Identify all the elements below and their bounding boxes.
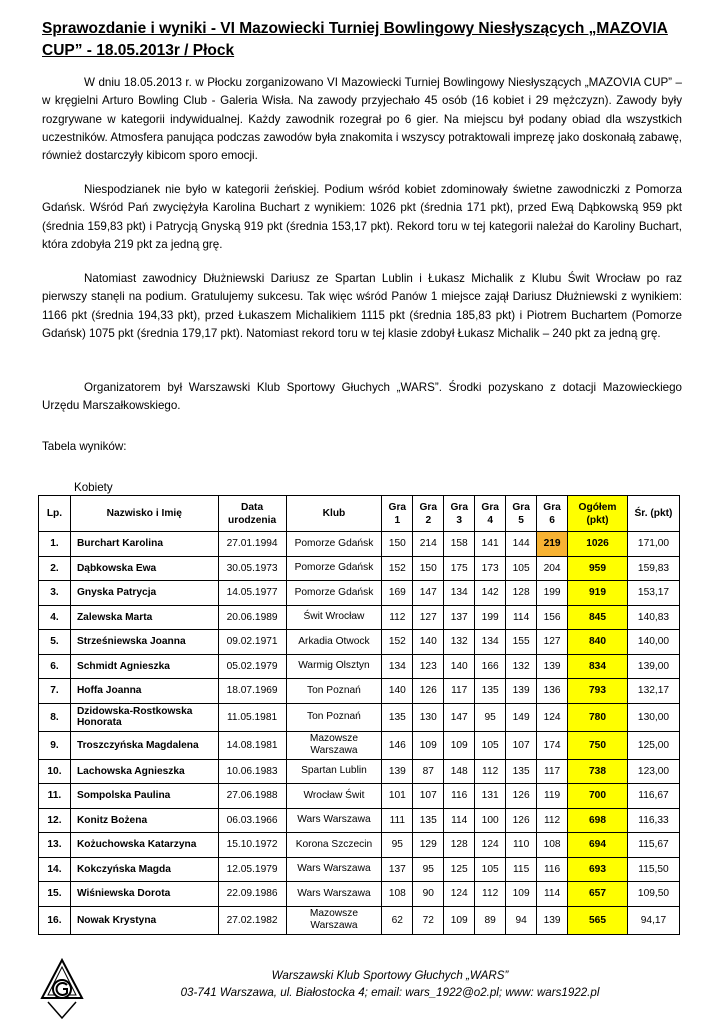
table-row bbox=[39, 581, 680, 606]
game-6-cell: 136 bbox=[537, 679, 568, 704]
game-1-cell: 146 bbox=[382, 731, 413, 759]
game-3-cell: 148 bbox=[444, 759, 475, 784]
game-2-cell: 130 bbox=[413, 703, 444, 731]
birthdate-cell: 09.02.1971 bbox=[218, 630, 286, 655]
paragraph-women: Niespodzianek nie było w kategorii żeńskiej. Podium wśród kobiet zdominowały świetne zawodniczki z Pomorza Gdańsk. Wśród Pań zwyciężyła Karolina Buchart z wynikiem: 1026 pkt (średnia 171 pkt), przed Ewą Dąbkowską 959 pkt (średnia 159,83 pkt) i Patrycją Gnyską 919 pkt (średnia 153,17 pkt). Rekord toru w tej kategorii należał do Karoliny Buchart, która zdobyła 219 pkt za jedną grę. bbox=[42, 183, 682, 251]
game-1-cell: 135 bbox=[382, 703, 413, 731]
birthdate-cell: 06.03.1966 bbox=[218, 808, 286, 833]
game-6-cell: 119 bbox=[537, 784, 568, 809]
total-cell: 834 bbox=[568, 654, 628, 679]
footer-club-name: Warszawski Klub Sportowy Głuchych „WARS” bbox=[271, 969, 509, 982]
birthdate-cell: 18.07.1969 bbox=[218, 679, 286, 704]
rank-cell: 12. bbox=[39, 808, 71, 833]
game-4-cell: 124 bbox=[475, 833, 506, 858]
game-5-cell: 155 bbox=[506, 630, 537, 655]
game-3-cell: 114 bbox=[444, 808, 475, 833]
name-cell: Nowak Krystyna bbox=[70, 906, 218, 934]
table-row bbox=[39, 532, 680, 557]
game-6-cell: 116 bbox=[537, 857, 568, 882]
total-cell: 840 bbox=[568, 630, 628, 655]
name-cell: Lachowska Agnieszka bbox=[70, 759, 218, 784]
birthdate-cell: 10.06.1983 bbox=[218, 759, 286, 784]
name-cell: Sompolska Paulina bbox=[70, 784, 218, 809]
club-cell: Mazowsze Warszawa bbox=[286, 906, 382, 934]
game-6-cell: 139 bbox=[537, 654, 568, 679]
club-logo bbox=[40, 958, 84, 1020]
paragraph-organizer: Organizatorem był Warszawski Klub Sportowy Głuchych „WARS”. Środki pozyskano z dotacji Mazowieckiego Urzędu Marszałkowskiego. bbox=[42, 381, 682, 413]
average-cell: 140,83 bbox=[627, 605, 679, 630]
club-cell: Ton Poznań bbox=[286, 703, 382, 731]
rank-cell: 10. bbox=[39, 759, 71, 784]
game-1-cell: 112 bbox=[382, 605, 413, 630]
header-average: Śr. (pkt) bbox=[627, 496, 679, 532]
rank-cell: 16. bbox=[39, 906, 71, 934]
game-3-cell: 117 bbox=[444, 679, 475, 704]
rank-cell: 9. bbox=[39, 731, 71, 759]
club-cell: Ton Poznań bbox=[286, 679, 382, 704]
birthdate-cell: 12.05.1979 bbox=[218, 857, 286, 882]
game-6-cell: 124 bbox=[537, 703, 568, 731]
table-row bbox=[39, 906, 680, 934]
club-cell: Arkadia Otwock bbox=[286, 630, 382, 655]
game-2-cell: 109 bbox=[413, 731, 444, 759]
birthdate-cell: 27.02.1982 bbox=[218, 906, 286, 934]
birthdate-cell: 27.06.1988 bbox=[218, 784, 286, 809]
total-cell: 780 bbox=[568, 703, 628, 731]
average-cell: 132,17 bbox=[627, 679, 679, 704]
game-4-cell: 112 bbox=[475, 759, 506, 784]
average-cell: 115,67 bbox=[627, 833, 679, 858]
club-cell: Pomorze Gdańsk bbox=[286, 556, 382, 581]
game-5-cell: 94 bbox=[506, 906, 537, 934]
game-4-cell: 95 bbox=[475, 703, 506, 731]
game-6-cell: 174 bbox=[537, 731, 568, 759]
rank-cell: 6. bbox=[39, 654, 71, 679]
name-cell: Konitz Bożena bbox=[70, 808, 218, 833]
game-2-cell: 107 bbox=[413, 784, 444, 809]
total-cell: 919 bbox=[568, 581, 628, 606]
game-4-cell: 105 bbox=[475, 857, 506, 882]
game-1-cell: 150 bbox=[382, 532, 413, 557]
name-cell: Wiśniewska Dorota bbox=[70, 882, 218, 907]
game-3-cell: 158 bbox=[444, 532, 475, 557]
table-row bbox=[39, 679, 680, 704]
average-cell: 109,50 bbox=[627, 882, 679, 907]
birthdate-cell: 05.02.1979 bbox=[218, 654, 286, 679]
game-1-cell: 108 bbox=[382, 882, 413, 907]
game-1-cell: 152 bbox=[382, 630, 413, 655]
header-total: Ogółem (pkt) bbox=[568, 496, 628, 532]
total-cell: 845 bbox=[568, 605, 628, 630]
game-5-cell: 132 bbox=[506, 654, 537, 679]
game-3-cell: 116 bbox=[444, 784, 475, 809]
results-table bbox=[38, 495, 680, 935]
game-4-cell: 112 bbox=[475, 882, 506, 907]
total-cell: 959 bbox=[568, 556, 628, 581]
game-5-cell: 105 bbox=[506, 556, 537, 581]
game-5-cell: 110 bbox=[506, 833, 537, 858]
average-cell: 139,00 bbox=[627, 654, 679, 679]
total-cell: 693 bbox=[568, 857, 628, 882]
game-6-cell: 219 bbox=[537, 532, 568, 557]
game-4-cell: 105 bbox=[475, 731, 506, 759]
game-3-cell: 140 bbox=[444, 654, 475, 679]
game-4-cell: 199 bbox=[475, 605, 506, 630]
rank-cell: 13. bbox=[39, 833, 71, 858]
average-cell: 116,67 bbox=[627, 784, 679, 809]
club-cell: Korona Szczecin bbox=[286, 833, 382, 858]
header-name: Nazwisko i Imię bbox=[70, 496, 218, 532]
club-cell: Spartan Lublin bbox=[286, 759, 382, 784]
total-cell: 657 bbox=[568, 882, 628, 907]
game-3-cell: 128 bbox=[444, 833, 475, 858]
game-5-cell: 109 bbox=[506, 882, 537, 907]
game-5-cell: 114 bbox=[506, 605, 537, 630]
game-4-cell: 142 bbox=[475, 581, 506, 606]
club-cell: Pomorze Gdańsk bbox=[286, 532, 382, 557]
game-5-cell: 128 bbox=[506, 581, 537, 606]
footer bbox=[90, 967, 690, 1001]
table-row bbox=[39, 759, 680, 784]
rank-cell: 5. bbox=[39, 630, 71, 655]
game-3-cell: 134 bbox=[444, 581, 475, 606]
rank-cell: 7. bbox=[39, 679, 71, 704]
game-2-cell: 135 bbox=[413, 808, 444, 833]
total-cell: 793 bbox=[568, 679, 628, 704]
table-row bbox=[39, 833, 680, 858]
paragraph-intro: W dniu 18.05.2013 r. w Płocku zorganizowano VI Mazowiecki Turniej Bowlingowy Niesłyszących „MAZOVIA CUP” – w kręgielni Arturo Bowling Club - Galeria Wisła. Na zawody przyjechało 45 osób (16 kobiet i 29 mężczyzn). Zawody były rozgrywane w kategorii indywidualnej. Każdy zawodnik rozegrał po 6 gier. Na miejscu był podany obiad dla wszystkich uczestników. Atmosfera panująca podczas zawodów była znakomita i wszyscy potraktowali imprezę jako doskonałą zabawę, również dostarczyły kibicom sporo emocji. bbox=[42, 76, 682, 163]
rank-cell: 2. bbox=[39, 556, 71, 581]
header-lp: Lp. bbox=[39, 496, 71, 532]
game-3-cell: 125 bbox=[444, 857, 475, 882]
birthdate-cell: 14.08.1981 bbox=[218, 731, 286, 759]
game-4-cell: 173 bbox=[475, 556, 506, 581]
game-3-cell: 132 bbox=[444, 630, 475, 655]
game-3-cell: 124 bbox=[444, 882, 475, 907]
game-2-cell: 127 bbox=[413, 605, 444, 630]
game-5-cell: 126 bbox=[506, 784, 537, 809]
game-2-cell: 72 bbox=[413, 906, 444, 934]
birthdate-cell: 14.05.1977 bbox=[218, 581, 286, 606]
table-header-row bbox=[39, 496, 680, 532]
game-2-cell: 129 bbox=[413, 833, 444, 858]
game-4-cell: 134 bbox=[475, 630, 506, 655]
game-5-cell: 139 bbox=[506, 679, 537, 704]
rank-cell: 3. bbox=[39, 581, 71, 606]
game-2-cell: 147 bbox=[413, 581, 444, 606]
header-game-4: Gra 4 bbox=[475, 496, 506, 532]
game-2-cell: 95 bbox=[413, 857, 444, 882]
table-row bbox=[39, 556, 680, 581]
game-1-cell: 137 bbox=[382, 857, 413, 882]
game-3-cell: 175 bbox=[444, 556, 475, 581]
game-3-cell: 109 bbox=[444, 906, 475, 934]
name-cell: Dąbkowska Ewa bbox=[70, 556, 218, 581]
total-cell: 1026 bbox=[568, 532, 628, 557]
game-1-cell: 62 bbox=[382, 906, 413, 934]
birthdate-cell: 30.05.1973 bbox=[218, 556, 286, 581]
name-cell: Schmidt Agnieszka bbox=[70, 654, 218, 679]
table-row bbox=[39, 605, 680, 630]
average-cell: 153,17 bbox=[627, 581, 679, 606]
game-1-cell: 111 bbox=[382, 808, 413, 833]
paragraph-men: Natomiast zawodnicy Dłużniewski Dariusz ze Spartan Lublin i Łukasz Michalik z Klubu Świt Wrocław po raz pierwszy stanęli na podium. Gratulujemy sukcesu. Tak więc wśród Panów 1 miejsce zajął Dariusz Dłużniewski z wynikiem: 1166 pkt (średnia 194,33 pkt), przed Łukaszem Michalikiem 1115 pkt (średnia 185,83 pkt) i Piotrem Buchartem (Pomorze Gdańsk) 1075 pkt (średnia 179,17 pkt). Natomiast rekord toru w tej klasie zdobył Łukasz Michalik – 240 pkt za jedną grę. bbox=[42, 272, 682, 340]
game-5-cell: 144 bbox=[506, 532, 537, 557]
name-cell: Kokczyńska Magda bbox=[70, 857, 218, 882]
total-cell: 750 bbox=[568, 731, 628, 759]
game-6-cell: 156 bbox=[537, 605, 568, 630]
average-cell: 94,17 bbox=[627, 906, 679, 934]
game-1-cell: 169 bbox=[382, 581, 413, 606]
average-cell: 115,50 bbox=[627, 857, 679, 882]
birthdate-cell: 27.01.1994 bbox=[218, 532, 286, 557]
game-2-cell: 123 bbox=[413, 654, 444, 679]
game-6-cell: 114 bbox=[537, 882, 568, 907]
game-2-cell: 150 bbox=[413, 556, 444, 581]
game-6-cell: 108 bbox=[537, 833, 568, 858]
name-cell: Strześniewska Joanna bbox=[70, 630, 218, 655]
name-cell: Dzidowska-Rostkowska Honorata bbox=[70, 703, 218, 731]
header-club: Klub bbox=[286, 496, 382, 532]
footer-address: 03-741 Warszawa, ul. Białostocka 4; email: wars_1922@o2.pl; www: wars1922.pl bbox=[180, 986, 600, 999]
table-row bbox=[39, 654, 680, 679]
rank-cell: 4. bbox=[39, 605, 71, 630]
name-cell: Burchart Karolina bbox=[70, 532, 218, 557]
game-6-cell: 199 bbox=[537, 581, 568, 606]
game-4-cell: 89 bbox=[475, 906, 506, 934]
game-5-cell: 149 bbox=[506, 703, 537, 731]
total-cell: 738 bbox=[568, 759, 628, 784]
table-row bbox=[39, 731, 680, 759]
club-cell: Wrocław Świt bbox=[286, 784, 382, 809]
table-row bbox=[39, 857, 680, 882]
game-1-cell: 139 bbox=[382, 759, 413, 784]
table-row bbox=[39, 630, 680, 655]
category-label: Kobiety bbox=[74, 481, 113, 494]
total-cell: 565 bbox=[568, 906, 628, 934]
document-title: Sprawozdanie i wyniki - VI Mazowiecki Turniej Bowlingowy Niesłyszących „MAZOVIA CUP” - 18.05.2013r / Płock bbox=[42, 20, 668, 59]
header-game-1: Gra 1 bbox=[382, 496, 413, 532]
birthdate-cell: 22.09.1986 bbox=[218, 882, 286, 907]
game-1-cell: 101 bbox=[382, 784, 413, 809]
header-game-5: Gra 5 bbox=[506, 496, 537, 532]
club-cell: Pomorze Gdańsk bbox=[286, 581, 382, 606]
rank-cell: 1. bbox=[39, 532, 71, 557]
total-cell: 698 bbox=[568, 808, 628, 833]
game-4-cell: 135 bbox=[475, 679, 506, 704]
name-cell: Kożuchowska Katarzyna bbox=[70, 833, 218, 858]
club-cell: Wars Warszawa bbox=[286, 882, 382, 907]
game-2-cell: 90 bbox=[413, 882, 444, 907]
game-6-cell: 204 bbox=[537, 556, 568, 581]
game-4-cell: 166 bbox=[475, 654, 506, 679]
average-cell: 125,00 bbox=[627, 731, 679, 759]
average-cell: 130,00 bbox=[627, 703, 679, 731]
average-cell: 171,00 bbox=[627, 532, 679, 557]
name-cell: Gnyska Patrycja bbox=[70, 581, 218, 606]
table-row bbox=[39, 784, 680, 809]
average-cell: 140,00 bbox=[627, 630, 679, 655]
rank-cell: 11. bbox=[39, 784, 71, 809]
club-cell: Warmig Olsztyn bbox=[286, 654, 382, 679]
game-3-cell: 137 bbox=[444, 605, 475, 630]
game-1-cell: 95 bbox=[382, 833, 413, 858]
rank-cell: 15. bbox=[39, 882, 71, 907]
birthdate-cell: 11.05.1981 bbox=[218, 703, 286, 731]
game-5-cell: 126 bbox=[506, 808, 537, 833]
name-cell: Hoffa Joanna bbox=[70, 679, 218, 704]
game-1-cell: 152 bbox=[382, 556, 413, 581]
table-row bbox=[39, 703, 680, 731]
game-4-cell: 131 bbox=[475, 784, 506, 809]
table-row bbox=[39, 882, 680, 907]
birthdate-cell: 20.06.1989 bbox=[218, 605, 286, 630]
game-2-cell: 140 bbox=[413, 630, 444, 655]
game-5-cell: 135 bbox=[506, 759, 537, 784]
game-1-cell: 134 bbox=[382, 654, 413, 679]
game-5-cell: 115 bbox=[506, 857, 537, 882]
rank-cell: 14. bbox=[39, 857, 71, 882]
rank-cell: 8. bbox=[39, 703, 71, 731]
game-3-cell: 109 bbox=[444, 731, 475, 759]
average-cell: 159,83 bbox=[627, 556, 679, 581]
game-2-cell: 87 bbox=[413, 759, 444, 784]
game-1-cell: 140 bbox=[382, 679, 413, 704]
name-cell: Troszczyńska Magdalena bbox=[70, 731, 218, 759]
name-cell: Zalewska Marta bbox=[70, 605, 218, 630]
game-6-cell: 127 bbox=[537, 630, 568, 655]
game-4-cell: 100 bbox=[475, 808, 506, 833]
average-cell: 123,00 bbox=[627, 759, 679, 784]
club-cell: Wars Warszawa bbox=[286, 857, 382, 882]
club-cell: Wars Warszawa bbox=[286, 808, 382, 833]
game-4-cell: 141 bbox=[475, 532, 506, 557]
table-label: Tabela wyników: bbox=[42, 440, 127, 453]
birthdate-cell: 15.10.1972 bbox=[218, 833, 286, 858]
header-game-6: Gra 6 bbox=[537, 496, 568, 532]
table-row bbox=[39, 808, 680, 833]
average-cell: 116,33 bbox=[627, 808, 679, 833]
game-6-cell: 117 bbox=[537, 759, 568, 784]
total-cell: 694 bbox=[568, 833, 628, 858]
club-cell: Świt Wrocław bbox=[286, 605, 382, 630]
game-6-cell: 112 bbox=[537, 808, 568, 833]
total-cell: 700 bbox=[568, 784, 628, 809]
game-2-cell: 126 bbox=[413, 679, 444, 704]
club-cell: Mazowsze Warszawa bbox=[286, 731, 382, 759]
game-3-cell: 147 bbox=[444, 703, 475, 731]
game-2-cell: 214 bbox=[413, 532, 444, 557]
header-date: Data urodzenia bbox=[218, 496, 286, 532]
game-5-cell: 107 bbox=[506, 731, 537, 759]
header-game-3: Gra 3 bbox=[444, 496, 475, 532]
game-6-cell: 139 bbox=[537, 906, 568, 934]
header-game-2: Gra 2 bbox=[413, 496, 444, 532]
